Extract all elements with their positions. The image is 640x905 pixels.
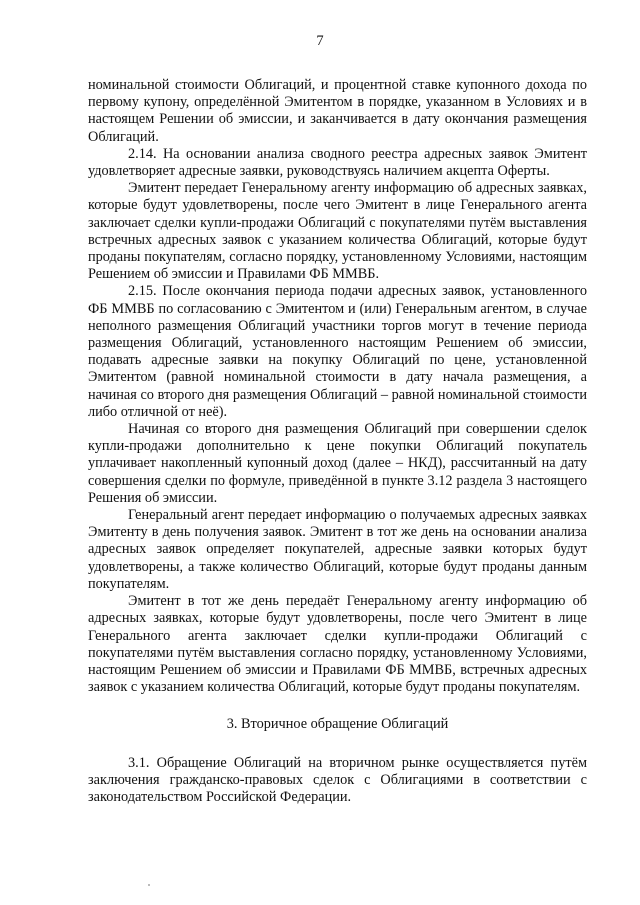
paragraph-agent-info: Генеральный агент передает информацию о получаемых адресных заявках Эмитенту в день получения заявок. Эмитент в тот же день на основании анализа адресных заявок определяет покупателей, адресные заявки которых будут удовлетворены, а также количество Облигаций, которые будут проданы данным покупателям. [88, 507, 587, 592]
section-heading: 3. Вторичное обращение Облигаций [226, 716, 449, 733]
scan-dot [148, 884, 150, 886]
paragraph-3-1: 3.1. Обращение Облигаций на вторичном рынке осуществляется путём заключения гражданско-правовых сделок с Облигациями в соответствии с законодательством Российской Федерации. [88, 754, 587, 805]
paragraph-issuer-transfer: Эмитент в тот же день передаёт Генеральному агенту информацию об адресных заявках, которые будут удовлетворены, после чего Эмитент в лице Генерального агента заключает сделки купли-продажи Облигаций с покупателями путём выставления согласно порядку, установленному Условиями, настоящим Решением об эмиссии и Правилами ФБ ММВБ, встречных адресных заявок с указанием количества Облигаций, которые будут проданы покупателям. [88, 593, 587, 696]
page-number: 7 [316, 33, 324, 49]
paragraph-2-15: 2.15. После окончания периода подачи адресных заявок, установленного ФБ ММВБ по согласованию с Эмитентом и (или) Генеральным агентом, в случае неполного размещения Облигаций участники торгов могут в течение периода размещения Облигаций, установленного настоящим Решением об эмиссии, подавать адресные заявки на покупку Облигаций по цене, установленной Эмитентом (равной номинальной стоимости в дату начала размещения, а начиная со второго дня размещения Облигаций – равной номинальной стоимости либо отличной от неё). [88, 283, 587, 420]
document-body [88, 77, 587, 806]
paragraph-continuation: номинальной стоимости Облигаций, и процентной ставке купонного дохода по первому купону, определённой Эмитентом в порядке, указанном в Условиях и в настоящем Решении об эмиссии, и заканчивается в дату окончания размещения Облигаций. [88, 77, 587, 145]
paragraph-2-14: 2.14. На основании анализа сводного реестра адресных заявок Эмитент удовлетворяет адресные заявки, руководствуясь наличием акцепта Оферты. [88, 145, 587, 180]
paragraph-agent-transfer: Эмитент передает Генеральному агенту информацию об адресных заявках, которые будут удовлетворены, после чего Эмитент в лице Генерального агента заключает сделки купли-продажи Облигаций с покупателями путём выставления встречных адресных заявок с указанием количества Облигаций, которые будут проданы покупателям, согласно порядку, установленному Условиями, настоящим Решением об эмиссии и Правилами ФБ ММВБ. [88, 180, 587, 283]
paragraph-nkd: Начиная со второго дня размещения Облигаций при совершении сделок купли-продажи дополнительно к цене покупки Облигаций покупатель уплачивает накопленный купонный доход (далее – НКД), рассчитанный на дату совершения сделки по формуле, приведённой в пункте 3.12 раздела 3 настоящего Решения об эмиссии. [88, 421, 587, 506]
